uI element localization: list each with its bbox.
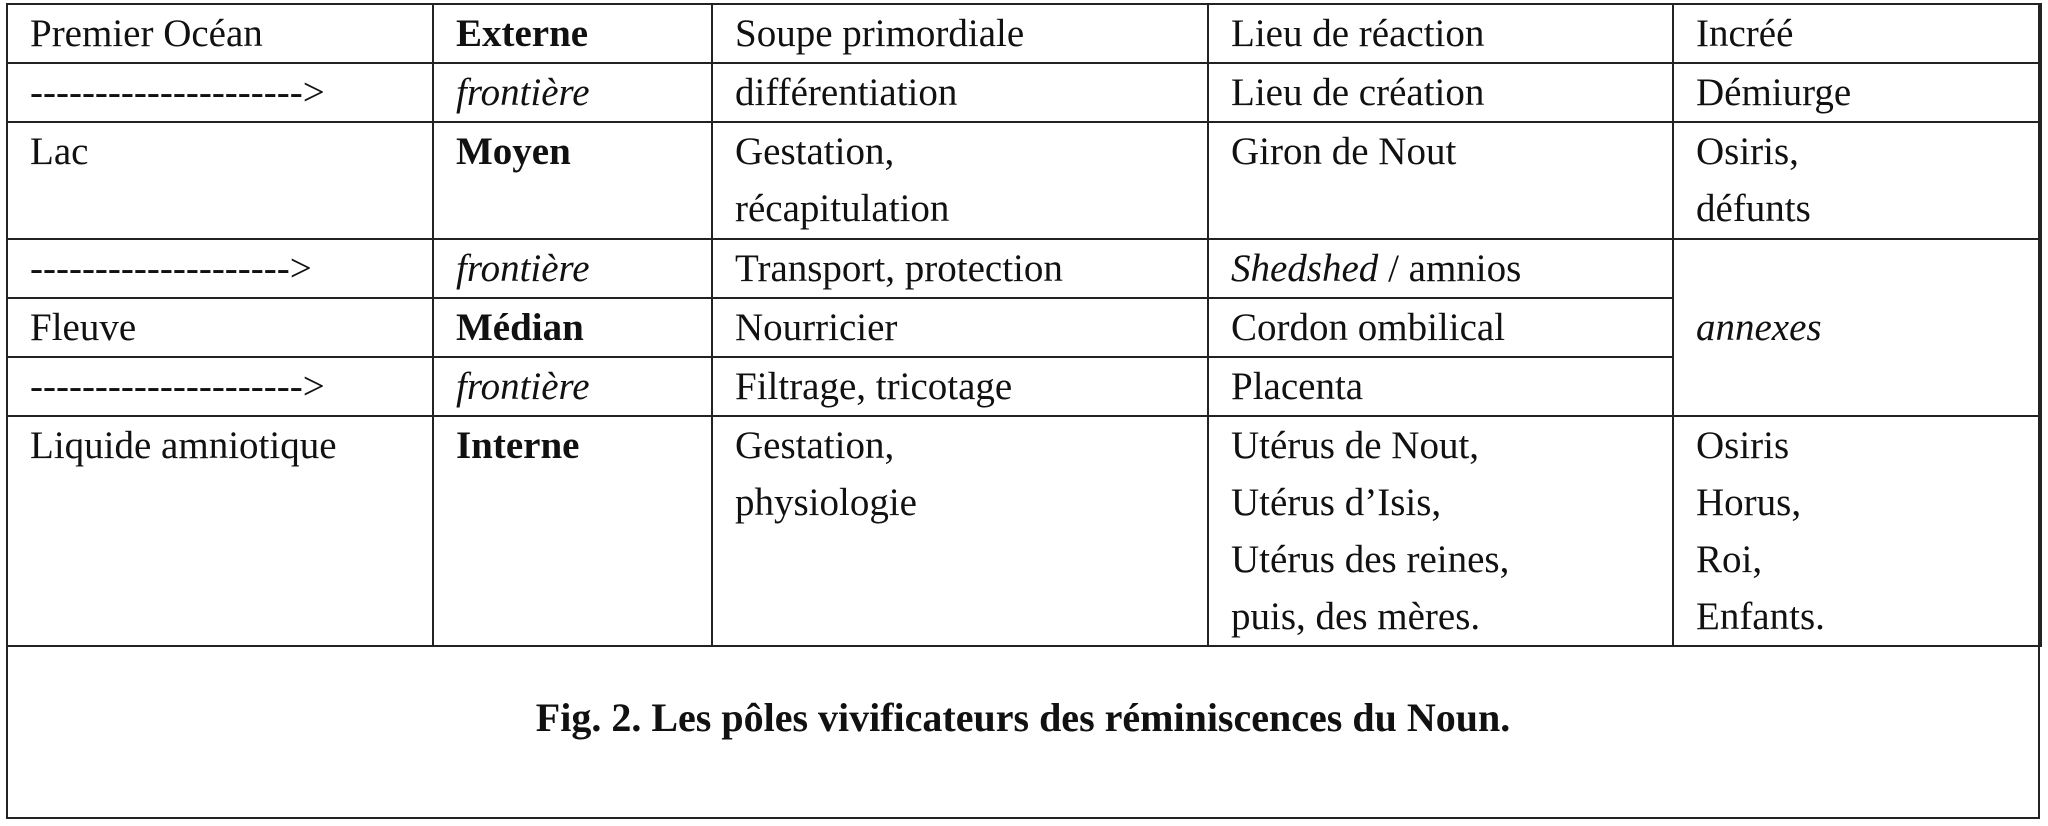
table-row [7,239,2041,298]
table-cell: Externe [433,4,712,63]
table-cell: ---------------------> [7,63,433,122]
table-cell: Soupe primordiale [712,4,1208,63]
cell-italic-term: Shedshed [1231,247,1379,290]
table-cell: Premier Océan [7,4,433,63]
cell-text: / amnios [1378,247,1522,290]
table-cell: Transport, protection [712,239,1208,298]
cell-line: Gestation, [735,424,895,467]
cell-line: Horus, [1696,481,1802,524]
cell-line: récapitulation [735,187,950,230]
cell-line: puis, des mères. [1231,595,1481,638]
table-cell: frontière [433,239,712,298]
table-cell: Moyen [433,122,712,239]
table-cell: ---------------------> [7,357,433,416]
cell-line: Utérus des reines, [1231,538,1510,581]
table-cell [712,416,1208,646]
figure-caption: Fig. 2. Les pôles vivificateurs des réminiscences du Noun. [535,695,1511,740]
cell-line: physiologie [735,481,917,524]
table-cell: Liquide amniotique [7,416,433,646]
table-cell [712,122,1208,239]
table-cell [1673,122,2041,239]
table-cell: Démiurge [1673,63,2041,122]
table-cell: différentiation [712,63,1208,122]
cell-line: Roi, [1696,538,1763,581]
table-cell: Lieu de création [1208,63,1673,122]
noun-poles-table [6,3,2042,647]
cell-line: Utérus de Nout, [1231,424,1480,467]
table-cell: Lieu de réaction [1208,4,1673,63]
table-cell: Filtrage, tricotage [712,357,1208,416]
table-cell: Incréé [1673,4,2041,63]
table-cell: Médian [433,298,712,357]
table-cell: Giron de Nout [1208,122,1673,239]
cell-line: Osiris [1696,424,1790,467]
cell-line: défunts [1696,187,1811,230]
annexes-cell: annexes [1673,239,2041,416]
table-cell [1673,416,2041,646]
table-cell: Interne [433,416,712,646]
table-cell [1208,239,1673,298]
table-row [7,416,2041,646]
table-row [7,4,2041,63]
table-cell: --------------------> [7,239,433,298]
cell-line: Enfants. [1696,595,1825,638]
table-cell [1208,416,1673,646]
table-cell: Nourricier [712,298,1208,357]
cell-line: Gestation, [735,130,895,173]
table-cell: Placenta [1208,357,1673,416]
table-cell: Fleuve [7,298,433,357]
cell-line: Osiris, [1696,130,1799,173]
table-row [7,122,2041,239]
table-cell: Cordon ombilical [1208,298,1673,357]
table-cell: Lac [7,122,433,239]
table-cell: frontière [433,357,712,416]
cell-line: Utérus d’Isis, [1231,481,1442,524]
table-cell: frontière [433,63,712,122]
table-row [7,63,2041,122]
